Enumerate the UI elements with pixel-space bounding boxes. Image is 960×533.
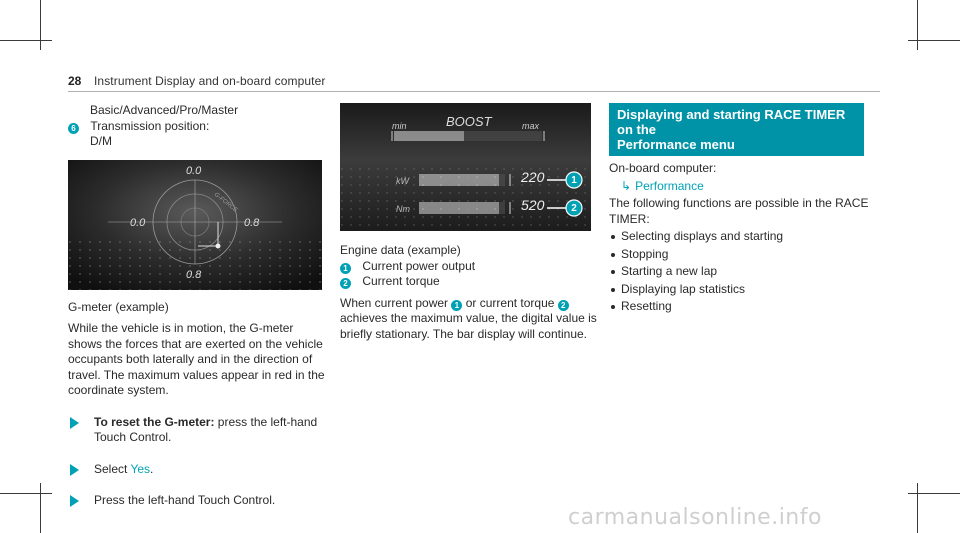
boost-max-label: max <box>522 121 540 131</box>
g-top-value: 0.0 <box>186 164 202 177</box>
g-point <box>216 243 221 248</box>
column-middle <box>340 103 597 342</box>
intro-line: The following functions are possible in the RACE <box>609 196 869 210</box>
boost-display-image <box>340 103 591 231</box>
page-header <box>68 70 880 90</box>
list-item-transmission <box>68 119 324 135</box>
para-line: While the vehicle is in motion, the G-meter <box>68 321 294 335</box>
banner-line: Performance menu <box>617 137 735 152</box>
badge-2: 2 <box>340 278 351 289</box>
crop-mark <box>908 493 960 494</box>
page-number: 28 <box>68 74 82 88</box>
function-list <box>609 229 865 315</box>
torque-value: 520 <box>521 197 545 213</box>
list-item: Selecting displays and starting <box>609 229 865 245</box>
step-arrow-icon <box>70 464 79 476</box>
step-arrow-icon <box>70 417 79 429</box>
transmission-value: D/M <box>90 134 112 148</box>
step-arrow-icon <box>70 495 79 507</box>
callout-2-label: 2 <box>571 203 577 214</box>
list-item: Displaying lap statistics <box>609 282 865 298</box>
column-left <box>68 103 324 509</box>
list-item-torque <box>340 274 592 290</box>
badge-6: 6 <box>68 123 79 134</box>
crop-mark <box>40 483 41 533</box>
menu-item-performance: Performance <box>635 178 704 193</box>
para-line: shows the forces that are exerted on the vehicle <box>68 336 323 351</box>
para-line: coordinate system. <box>68 383 169 397</box>
crop-mark <box>917 483 918 533</box>
list-item-power <box>340 259 592 275</box>
running-title: Instrument Display and on-board computer <box>94 74 326 88</box>
crop-mark <box>917 0 918 50</box>
step-text: Press the left-hand Touch Control. <box>94 493 276 507</box>
engine-data-caption: Engine data (example) <box>340 243 461 257</box>
step-bold-label: To reset the G-meter: <box>94 414 215 429</box>
g-bottom-value: 0.8 <box>186 268 202 281</box>
g-meter-image <box>68 160 322 290</box>
step-press-touch-control <box>68 493 324 509</box>
para-line: achieves the maximum value, the digital value is <box>340 311 597 325</box>
list-item-label: Current power output <box>362 258 476 273</box>
crop-mark <box>0 40 52 41</box>
section-heading-banner <box>609 103 864 156</box>
list-item: Starting a new lap <box>609 264 865 280</box>
crop-mark <box>0 493 52 494</box>
para-text: or current torque <box>462 295 558 310</box>
boost-title: BOOST <box>446 114 492 129</box>
badge-1: 1 <box>340 263 351 274</box>
g-force-arc-label: G-FORCE <box>212 191 239 214</box>
step-text: Select <box>94 461 131 476</box>
power-value: 220 <box>521 169 545 185</box>
para-line: travel. The maximum values appear in red in the <box>68 367 325 382</box>
banner-line: Displaying and starting RACE TIMER on the <box>617 107 846 137</box>
step-text: Touch Control. <box>94 430 172 444</box>
list-item-label: Transmission position: <box>90 118 210 133</box>
level-list-line: Basic/Advanced/Pro/Master <box>90 103 239 117</box>
step-reset-g-meter <box>68 415 324 446</box>
badge-2: 2 <box>558 300 569 311</box>
badge-1: 1 <box>451 300 462 311</box>
crop-mark <box>908 40 960 41</box>
unit-kw: kW <box>396 176 409 186</box>
list-item: Resetting <box>609 299 865 315</box>
g-meter-caption: G-meter (example) <box>68 299 169 314</box>
intro-line: TIMER: <box>609 211 650 226</box>
column-right <box>609 103 869 315</box>
header-rule <box>68 91 880 92</box>
obc-label: On-board computer: <box>609 161 717 175</box>
boost-min-label: min <box>392 121 407 131</box>
engine-data-description <box>340 295 597 343</box>
list-item-label: Current torque <box>362 274 440 288</box>
submenu-arrow-icon: ↳ <box>621 178 632 193</box>
list-item: Stopping <box>609 247 865 263</box>
para-line: briefly stationary. The bar display will continue. <box>340 326 588 341</box>
crop-mark <box>40 0 41 50</box>
step-text: . <box>150 461 154 476</box>
para-line: occupants both laterally and in the direction of <box>68 352 313 366</box>
para-text: When current power <box>340 295 452 310</box>
step-select-yes <box>68 462 324 478</box>
step-text: press the left-hand <box>214 414 318 429</box>
menu-path <box>609 179 865 195</box>
g-left-value: 0.0 <box>130 216 146 229</box>
menu-item-yes: Yes <box>130 461 151 476</box>
g-right-value: 0.8 <box>244 216 260 229</box>
g-meter-description <box>68 321 324 399</box>
callout-1-label: 1 <box>571 175 577 186</box>
unit-nm: Nm <box>396 204 410 214</box>
watermark: carmanualsonline.info <box>568 505 822 530</box>
